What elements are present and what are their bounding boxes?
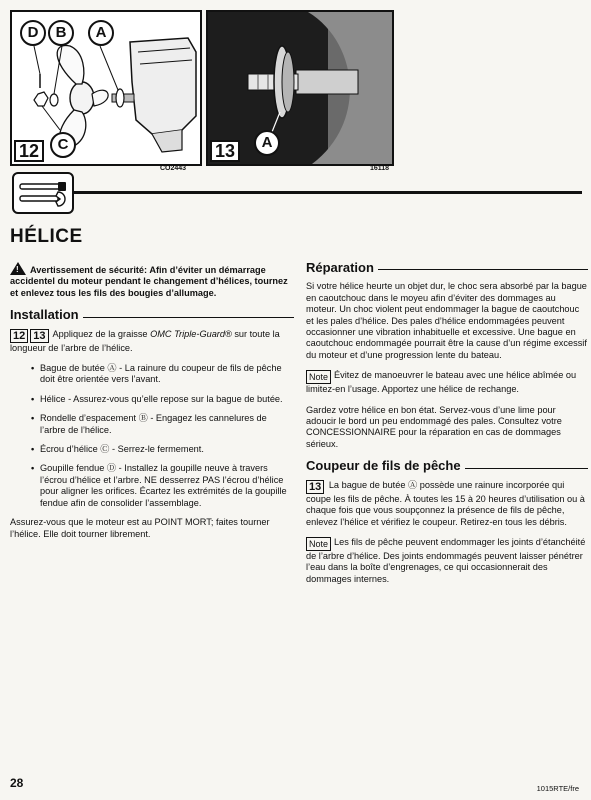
coupeur-heading: Coupeur de fils de pêche	[306, 460, 588, 471]
document-code: 1015RTE/fre	[536, 784, 579, 793]
figure-12	[10, 10, 202, 166]
section-rule	[72, 191, 582, 194]
figure-ref-12: 12	[10, 329, 28, 343]
figure-13	[206, 10, 394, 166]
callout-a: A	[88, 20, 114, 46]
callout-c: C	[50, 132, 76, 158]
coupeur-paragraph: 13 La bague de butée Ⓐ possède une rainure incorporée qui coupe les fils de pêche. À toutes les 15 à 20 heures d’utilisation ou à chaque fois que vous soupçonnez la présence de fils de pêche, enlevez l’hélice et vérifiez le coupeur. Retirez-en tous les débris.	[306, 479, 585, 527]
note-label: Note	[306, 370, 331, 384]
list-item: • Rondelle d’espacement Ⓑ - Engagez les cannelures de l’arbre de l’hélice.	[40, 413, 294, 436]
figure-ref-13: 13	[30, 329, 48, 343]
installation-intro: 12 13 Appliquez de la graisse OMC Triple-Guard® sur toute la longueur de l’arbre de l’hélice.	[10, 328, 280, 353]
figure-code-12: CO2443	[160, 165, 187, 172]
tools-icon	[12, 172, 74, 214]
figure-ref-13: 13	[306, 480, 324, 494]
callout-b: B	[48, 20, 74, 46]
page-number: 28	[10, 776, 24, 790]
left-column	[10, 262, 294, 549]
callout-a: A	[254, 130, 280, 156]
installation-closing: Assurez-vous que le moteur est au POINT MORT; faites tourner l’hélice. Elle doit tourner librement.	[10, 517, 270, 539]
reparation-note: Note Évitez de manoeuvrer le bateau avec une hélice abîmée ou limitez-en l’usage. Apportez une hélice de rechange.	[306, 370, 577, 395]
list-item: • Hélice - Assurez-vous qu’elle repose sur la bague de butée.	[40, 394, 294, 405]
note-label: Note	[306, 537, 331, 551]
safety-warning: !Avertissement de sécurité: Afin d’éviter un démarrage accidentel du moteur pendant le changement d’hélices, tournez et enlevez tous les fils des bougies d’allumage.	[10, 262, 294, 299]
list-item: • Goupille fendue Ⓓ - Installez la goupille neuve à travers l’écrou d’hélice et l’arbre. NE desserrez PAS l’écrou d’hélice pour aligner les orifices. Écartez les extrémités de la goupille fendue afin de consolider l’assemblage.	[40, 463, 294, 509]
installation-heading: Installation	[10, 309, 294, 320]
reparation-paragraph-2: Gardez votre hélice en bon état. Servez-vous d’une lime pour adoucir le bord un peu endommagé des pales. Consultez votre CONCESSIONNAIRE pour la réparation en cas de dommages sérieux.	[306, 404, 562, 449]
warning-triangle-icon	[10, 262, 26, 275]
page-title: HÉLICE	[10, 226, 83, 247]
right-column	[306, 262, 588, 594]
figure-code-13: 16118	[370, 165, 390, 172]
figure-number-13: 13	[210, 140, 240, 162]
installation-steps	[10, 363, 294, 509]
reparation-paragraph-1: Si votre hélice heurte un objet dur, le choc sera absorbé par la bague en caoutchouc dans le moyeu afin d’éviter des dommages au moteur. Un choc violent peut endommager la bague de caoutchouc et les pales d’hélice. Des pales d’hélice endommagées peuvent occasionner une vibration inhabituelle et excessive. Une bague en caoutchouc endommagée pourrait être la cause d’un régime excessif du moteur et d’une progression lente du bateau.	[306, 281, 587, 360]
callout-d: D	[20, 20, 46, 46]
reparation-heading: Réparation	[306, 262, 588, 273]
coupeur-note: Note Les fils de pêche peuvent endommager les joints d’étanchéité de l’arbre d’hélice. Des joints endommagés peuvent laisser pénétrer l’eau dans la boîte d’engrenages, ce qui occasionnerait des dommages internes.	[306, 536, 586, 584]
list-item: • Bague de butée Ⓐ - La rainure du coupeur de fils de pêche doit être orientée vers l’avant.	[40, 363, 294, 386]
list-item: • Écrou d’hélice Ⓒ - Serrez-le fermement.	[40, 444, 294, 455]
figure-number-12: 12	[14, 140, 44, 162]
